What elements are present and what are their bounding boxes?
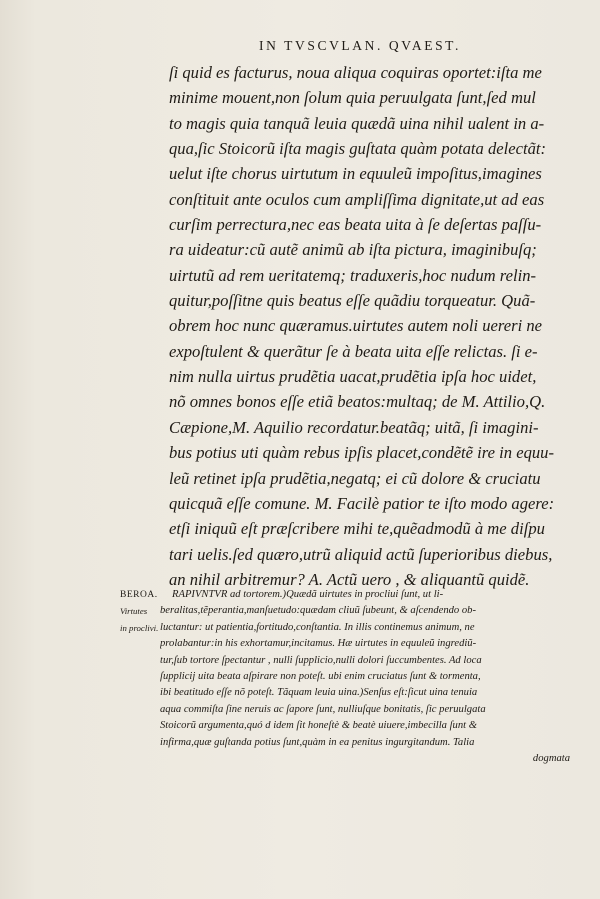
main-text-line: tari uelis.ſed quæro,utrũ aliquid actũ ſuperioribus diebus, xyxy=(169,544,553,564)
main-text-line: ra uideatur:cũ autẽ animũ ab iſta pictura, imaginibuſq; xyxy=(169,240,537,260)
main-text-line: curſim perrectura,nec eas beata uita à ſe deſertas paſſu- xyxy=(169,215,542,235)
main-text-line: bus potius uti quàm rebus ipſis placet,condẽtẽ ire in equu- xyxy=(169,443,554,463)
margin-note: Virtutes xyxy=(120,606,148,617)
margin-note: in proclivi. xyxy=(120,622,159,633)
main-text-block xyxy=(169,60,579,592)
commentary-line: Stoicorũ argumenta,quó d idem ſit honeſtè & beatè uiuere,imbecilla ſunt & xyxy=(160,720,477,732)
catchword: dogmata xyxy=(532,752,570,764)
commentary-line: infirma,quæ guſtanda potius ſunt,quàm in ea penitus ingurgitandum. Talia xyxy=(160,736,475,748)
commentary-line: luctantur: ut patientia,fortitudo,conſtantia. In illis continemus animum, ne xyxy=(160,621,475,633)
running-title: IN TVSCVLAN. QVAEST. xyxy=(258,38,461,53)
main-text-line: leũ retinet ipſa prudẽtia,negatq; ei cũ dolore & cruciatu xyxy=(169,468,541,488)
commentary-line: aqua commiſta ſine neruis ac ſapore ſunt, nulliuſque bonitatis, ſic peruulgata xyxy=(160,703,486,715)
main-text-line: obrem hoc nunc quæramus.uirtutes autem noli uereri ne xyxy=(169,316,543,336)
main-text-line: nõ omnes bonos eſſe etiã beatos:multaq; de M. Attilio,Q. xyxy=(169,392,546,412)
main-text-line: to magis quia tanquã leuia quædã uina nihil ualent in a- xyxy=(169,113,545,133)
commentary-line: ſupplicij uita beata aſpirare non poteſt. ubi enim cruciatus ſunt & tormenta, xyxy=(160,670,481,682)
commentary-line: tur,ſub tortore ſpectantur , nulli ſupplicio,nulli dolori ſuccumbentes. Ad loca xyxy=(160,654,482,666)
commentary-line: ibi beatitudo eſſe nõ poteſt. Tãquam leuia uina.)Senſus eſt:ſicut uina tenuia xyxy=(160,687,478,699)
main-text-line: qua,ſic Stoicorũ iſta magis guſtata quàm potata delectãt: xyxy=(169,139,547,159)
commentary-line: RAPIVNTVR ad tortorem.)Quædã uirtutes in procliui ſunt, ut li- xyxy=(172,589,444,600)
main-text-line: uirtutũ ad rem ueritatemq; traduxeris,hoc nudum relin- xyxy=(169,265,537,285)
commentary-line: prolabantur:in his exhortamur,incitamus. Hæ uirtutes in equuleũ ingrediũ- xyxy=(160,638,477,650)
main-text-line: uelut iſte chorus uirtutum in equuleũ impoſitus,imagines xyxy=(169,164,542,184)
main-text-line: expoſtulent & querãtur ſe à beata uita eſſe relictas. ſi e- xyxy=(169,341,538,361)
commentary-block xyxy=(160,587,580,767)
margin-author-label: BEROA. xyxy=(120,590,158,600)
main-text-line: quicquã eſſe comune. M. Facilè patior te iſto modo agere: xyxy=(169,493,555,513)
main-text-line: conſtituit ante oculos cum ampliſſima dignitate,ut ad eas xyxy=(169,189,545,209)
main-text-line: nim nulla uirtus prudẽtia uacat,prudẽtia ipſa hoc uidet, xyxy=(169,367,537,387)
commentary-line: beralitas,tẽperantia,manſuetudo:quædam cliuũ ſubeunt, & aſcendendo ob- xyxy=(160,605,477,617)
main-text-line: an nihil arbitremur? A. Actũ uero , & aliquantũ quidẽ. xyxy=(169,569,530,589)
main-text-line: etſi iniquũ eſt præſcribere mihi te,quẽadmodũ à me diſpu xyxy=(169,519,545,539)
main-text-line: ſi quid es facturus, noua aliqua coquiras oportet:iſta me xyxy=(169,63,542,82)
main-text-line: quitur,poſſitne quis beatus eſſe quãdiu torqueatur. Quã- xyxy=(169,291,536,311)
main-text-line: Cæpione,M. Aquilio recordatur.beatãq; uitã, ſi imagini- xyxy=(169,417,539,437)
main-text-line: minime mouent,non ſolum quia peruulgata ſunt,ſed mul xyxy=(169,88,536,108)
